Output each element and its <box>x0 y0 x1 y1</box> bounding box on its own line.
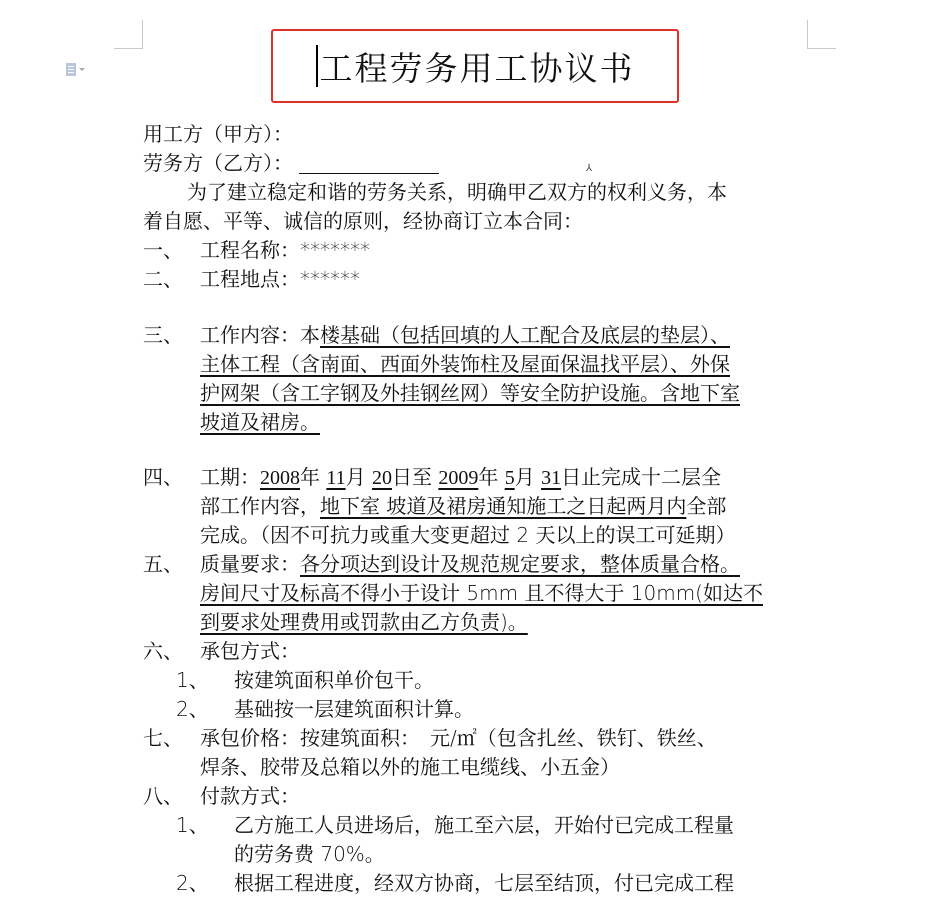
party-b-line[interactable]: 劳务方（乙方）： <box>143 149 439 177</box>
schedule-line-3[interactable]: 完成。（因不可抗力或重大变更超过 2 天以上的误工可延期） <box>200 523 736 547</box>
page-corner-mark-top-right <box>807 20 836 49</box>
quality-line-1[interactable]: 质量要求：各分项达到设计及规范规定要求，整体质量合格。 <box>200 552 740 576</box>
project-location[interactable]: 工程地点：****** <box>200 267 360 291</box>
text-cursor <box>316 45 318 87</box>
section-number: 四、 <box>143 465 183 489</box>
payment-item-2-line-1[interactable]: 根据工程进度，经双方协商，七层至结顶，付已完成工程 <box>234 871 734 895</box>
party-a-line[interactable]: 用工方（甲方）： <box>143 122 293 146</box>
payment-method-heading[interactable]: 付款方式： <box>200 784 300 808</box>
quality-line-2[interactable]: 房间尺寸及标高不得小于设计 5mm 且不得大于 10mm(如达不 <box>200 581 763 605</box>
project-name[interactable]: 工程名称：******* <box>200 238 370 262</box>
quality-line-3[interactable]: 到要求处理费用或罚款由乙方负责)。 <box>200 610 528 634</box>
price-line-1[interactable]: 承包价格：按建筑面积： 元/㎡（包含扎丝、铁钉、铁丝、 <box>200 726 717 750</box>
intro-line-2[interactable]: 着自愿、平等、诚信的原则，经协商订立本合同： <box>143 209 583 233</box>
page-corner-mark-top-left <box>114 20 143 49</box>
section-number: 五、 <box>143 552 183 576</box>
price-line-2[interactable]: 焊条、胶带及总箱以外的施工电缆线、小五金） <box>200 755 620 779</box>
schedule-line-2[interactable]: 部工作内容，地下室 坡道及裙房通知施工之日起两月内全部 <box>200 494 727 518</box>
work-content-line-4[interactable]: 坡道及裙房。 <box>200 410 320 434</box>
section-number: 三、 <box>143 323 183 347</box>
party-b-blank[interactable] <box>299 153 439 174</box>
work-content-line-1[interactable]: 工作内容：本楼基础（包括回填的人工配合及底层的垫层）、 <box>200 323 730 347</box>
payment-item-1-line-2[interactable]: 的劳务费 70%。 <box>234 842 385 866</box>
paste-options-button[interactable] <box>66 61 88 77</box>
document-title[interactable]: 工程劳务用工协议书 <box>316 43 635 90</box>
item-number: 2、 <box>176 697 209 721</box>
contract-method-heading[interactable]: 承包方式： <box>200 639 300 663</box>
payment-item-1-line-1[interactable]: 乙方施工人员进场后，施工至六层，开始付已完成工程量 <box>234 813 734 837</box>
schedule-line-1[interactable]: 工期：2008年 11月 20日至 2009年 5月 31日止完成十二层全 <box>200 465 722 489</box>
intro-line-1[interactable]: 为了建立稳定和谐的劳务关系，明确甲乙双方的权利义务，本 <box>187 180 727 204</box>
contract-method-item-1[interactable]: 按建筑面积单价包干。 <box>234 668 434 692</box>
item-number: 2、 <box>176 871 209 895</box>
title-highlight-box <box>271 29 679 103</box>
work-content-line-2[interactable]: 主体工程（含南面、西面外装饰柱及屋面保温找平层）、外保 <box>200 352 730 376</box>
contract-method-item-2[interactable]: 基础按一层建筑面积计算。 <box>234 697 474 721</box>
section-number: 六、 <box>143 639 183 663</box>
section-number: 一、 <box>143 238 183 262</box>
margin-mark: ⅄ <box>586 163 593 174</box>
item-number: 1、 <box>176 813 209 837</box>
section-number: 八、 <box>143 784 183 808</box>
dropdown-caret-icon <box>79 68 85 71</box>
item-number: 1、 <box>176 668 209 692</box>
section-number: 二、 <box>143 267 183 291</box>
work-content-line-3[interactable]: 护网架（含工字钢及外挂钢丝网）等安全防护设施。含地下室 <box>200 381 740 405</box>
document-icon <box>66 63 76 76</box>
section-number: 七、 <box>143 726 183 750</box>
